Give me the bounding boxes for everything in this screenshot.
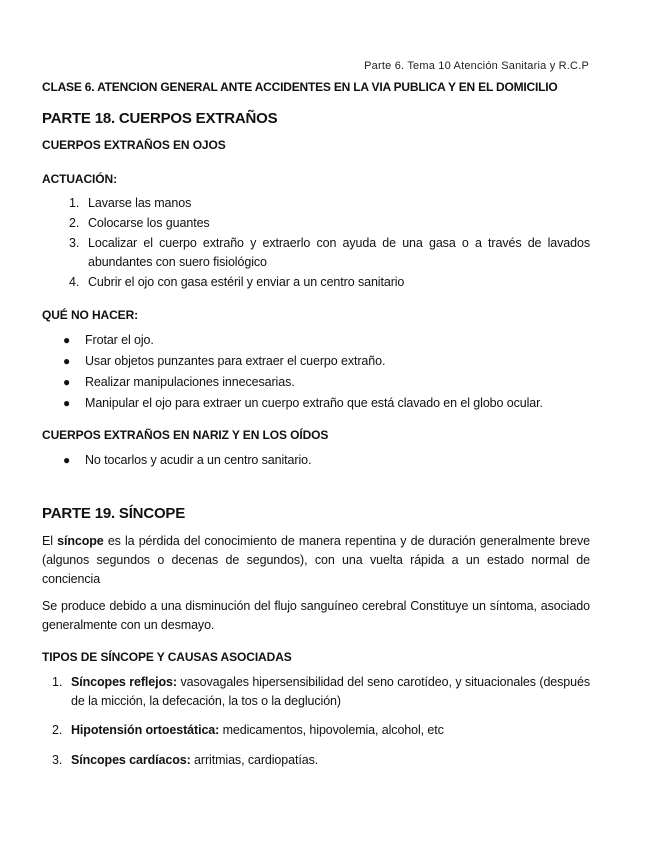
list-item: 3. Localizar el cuerpo extraño y extraerlo con ayuda de una gasa o a través de lavados abundantes con suero fisiológico: [69, 236, 590, 269]
list-item: ● Usar objetos punzantes para extraer el cuerpo extraño.: [85, 352, 590, 371]
action-list: [69, 194, 590, 292]
bullet-icon: ●: [63, 333, 71, 347]
list-item: 4. Cubrir el ojo con gasa estéril y enviar a un centro sanitario: [69, 275, 405, 289]
list-item: ● No tocarlos y acudir a un centro sanitario.: [85, 451, 590, 470]
part-18-title: PARTE 18. CUERPOS EXTRAÑOS: [42, 110, 278, 127]
dont-list: [63, 331, 590, 413]
nose-list: [63, 451, 590, 470]
eyes-heading: CUERPOS EXTRAÑOS EN OJOS: [42, 138, 226, 152]
list-item: 1. Lavarse las manos: [69, 196, 192, 210]
types-list: [52, 673, 591, 770]
nose-heading: CUERPOS EXTRAÑOS EN NARIZ Y EN LOS OÍDOS: [42, 428, 329, 442]
list-item: 2. Hipotensión ortoestática: medicamentos, hipovolemia, alcohol, etc: [52, 723, 444, 737]
running-header: Parte 6. Tema 10 Atención Sanitaria y R.C.P: [364, 60, 589, 72]
list-item: ● Manipular el ojo para extraer un cuerpo extraño que está clavado en el globo ocular.: [85, 394, 590, 413]
bullet-icon: ●: [63, 354, 71, 368]
syncope-cause: Se produce debido a una disminución del flujo sanguíneo cerebral Constituye un síntoma, asociado generalmente con un desmayo.: [42, 599, 590, 632]
types-heading: TIPOS DE SÍNCOPE Y CAUSAS ASOCIADAS: [42, 650, 292, 664]
list-item: 3. Síncopes cardíacos: arritmias, cardiopatías.: [52, 753, 319, 767]
action-heading: ACTUACIÓN:: [42, 172, 117, 186]
part-19-title: PARTE 19. SÍNCOPE: [42, 505, 186, 522]
list-item: 1. Síncopes reflejos: vasovagales hipersensibilidad del seno carotídeo, y situacionales (después de la micción, la defecación, la tos o la deglución): [52, 675, 591, 708]
list-item: ● Realizar manipulaciones innecesarias.: [85, 373, 590, 392]
class-title: CLASE 6. ATENCION GENERAL ANTE ACCIDENTES EN LA VIA PUBLICA Y EN EL DOMICILIO: [42, 80, 558, 94]
dont-heading: QUÉ NO HACER:: [42, 308, 139, 322]
bullet-icon: ●: [63, 396, 71, 410]
list-item: 2. Colocarse los guantes: [69, 216, 210, 230]
syncope-definition: El síncope es la pérdida del conocimiento de manera repentina y de duración generalmente breve (algunos segundos o decenas de segundos), con una vuelta rápida a un estado normal de conciencia: [42, 534, 590, 586]
bullet-icon: ●: [63, 375, 71, 389]
list-item: ● Frotar el ojo.: [85, 331, 590, 350]
bullet-icon: ●: [63, 453, 71, 467]
